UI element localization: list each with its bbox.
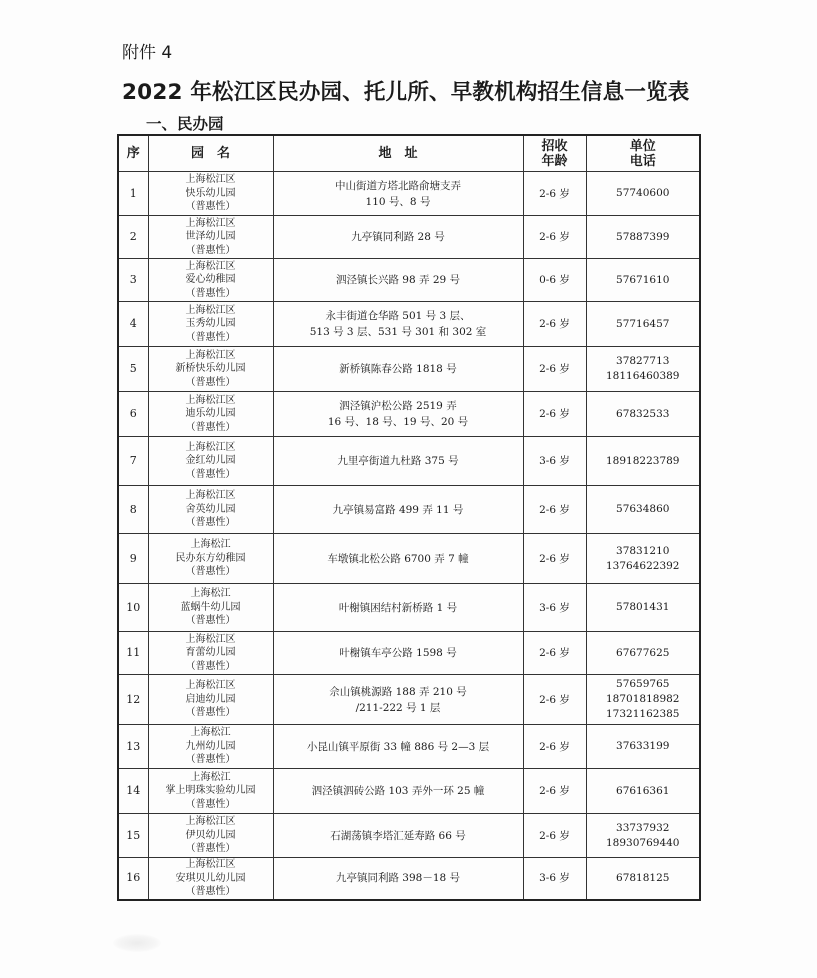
kindergarten-address	[273, 302, 523, 347]
table-row	[118, 216, 700, 259]
row-index: 5	[118, 347, 148, 392]
attachment-label: 附件 4	[122, 43, 173, 63]
table-row	[118, 172, 700, 216]
contact-phone-line: 57671610	[616, 273, 670, 286]
enrollment-age: 3-6 岁	[523, 584, 586, 632]
kindergarten-table	[117, 134, 701, 901]
kindergarten-name	[148, 437, 273, 486]
kindergarten-address	[273, 392, 523, 437]
row-index: 7	[118, 437, 148, 486]
kindergarten-name-line: 上海松江	[190, 539, 231, 551]
kindergarten-name-line: 启迪幼儿园	[185, 693, 236, 705]
kindergarten-address	[273, 584, 523, 632]
kindergarten-address-line: 513 号 3 层、531 号 301 和 302 室	[309, 326, 487, 338]
header-phone	[586, 135, 700, 172]
kindergarten-name-line: （普惠性）	[185, 331, 236, 343]
kindergarten-name-line: （普惠性）	[185, 566, 236, 578]
kindergarten-name	[148, 725, 273, 769]
enrollment-age: 2-6 岁	[523, 216, 586, 259]
kindergarten-address-line: 16 号、18 号、19 号、20 号	[327, 416, 469, 428]
kindergarten-address-line: 110 号、8 号	[365, 195, 431, 208]
kindergarten-address-line: 泗泾镇沪松公路 2519 弄	[339, 400, 457, 412]
kindergarten-name-line: 快乐幼儿园	[185, 187, 236, 199]
kindergarten-address-line: 佘山镇桃源路 188 弄 210 号	[329, 685, 467, 698]
kindergarten-name-line: 育蕾幼儿园	[185, 647, 236, 659]
header-phone-line: 电话	[629, 153, 656, 169]
kindergarten-name-line: 上海松江区	[185, 349, 236, 361]
contact-phone-line: 57887399	[616, 230, 670, 243]
kindergarten-address-line: 叶榭镇车亭公路 1598 号	[339, 647, 457, 659]
kindergarten-name-line: （普惠性）	[185, 798, 236, 810]
kindergarten-name-line: 上海松江	[190, 727, 231, 739]
kindergarten-name-line: 迪乐幼儿园	[185, 408, 236, 420]
contact-phone	[586, 858, 700, 900]
kindergarten-name	[148, 172, 273, 216]
enrollment-age: 2-6 岁	[523, 534, 586, 584]
table-header-row	[118, 135, 700, 172]
contact-phone	[586, 584, 700, 632]
contact-phone	[586, 347, 700, 392]
table-row	[118, 392, 700, 437]
kindergarten-name-line: 掌上明珠实验幼儿园	[165, 785, 256, 797]
kindergarten-address	[273, 172, 523, 216]
kindergarten-name	[148, 302, 273, 347]
kindergarten-address	[273, 534, 523, 584]
kindergarten-name	[148, 392, 273, 437]
enrollment-age: 3-6 岁	[523, 858, 586, 900]
contact-phone	[586, 725, 700, 769]
kindergarten-address-line: 石湖荡镇李塔汇延寿路 66 号	[330, 829, 466, 842]
header-index: 序	[118, 135, 148, 172]
row-index: 4	[118, 302, 148, 347]
kindergarten-address	[273, 725, 523, 769]
contact-phone-line: 18116460389	[606, 370, 680, 382]
enrollment-age: 2-6 岁	[523, 632, 586, 675]
table-row	[118, 725, 700, 769]
table-row	[118, 858, 700, 900]
kindergarten-name-line: 上海松江区	[185, 680, 236, 692]
contact-phone	[586, 392, 700, 437]
kindergarten-address-line: 新桥镇陈春公路 1818 号	[339, 363, 457, 375]
contact-phone	[586, 814, 700, 858]
kindergarten-name	[148, 584, 273, 632]
table-row	[118, 769, 700, 814]
kindergarten-name-line: （普惠性）	[185, 843, 236, 855]
contact-phone-line: 37633199	[616, 740, 670, 752]
row-index: 14	[118, 769, 148, 814]
contact-phone-line: 67832533	[616, 407, 670, 420]
kindergarten-address-line: 叶榭镇困结村新桥路 1 号	[338, 601, 458, 614]
kindergarten-name-line: （普惠性）	[185, 707, 236, 719]
kindergarten-name-line: 上海松江区	[185, 816, 236, 828]
kindergarten-address	[273, 675, 523, 725]
table-row	[118, 534, 700, 584]
kindergarten-name	[148, 632, 273, 675]
enrollment-age: 2-6 岁	[523, 172, 586, 216]
row-index: 16	[118, 858, 148, 900]
kindergarten-name	[148, 675, 273, 725]
row-index: 3	[118, 259, 148, 302]
kindergarten-name-line: 上海松江区	[185, 633, 236, 645]
kindergarten-name-line: 玉秀幼儿园	[185, 318, 236, 330]
kindergarten-name-line: 上海松江区	[185, 174, 236, 186]
kindergarten-address	[273, 259, 523, 302]
contact-phone-line: 37831210	[616, 544, 670, 557]
row-index: 13	[118, 725, 148, 769]
kindergarten-name	[148, 858, 273, 900]
header-age	[523, 135, 586, 172]
row-index: 12	[118, 675, 148, 725]
kindergarten-name	[148, 259, 273, 302]
kindergarten-address-line: 泗泾镇长兴路 98 弄 29 号	[335, 274, 461, 286]
enrollment-age: 2-6 岁	[523, 725, 586, 769]
kindergarten-name-line: （普惠性）	[185, 754, 236, 766]
table-row	[118, 632, 700, 675]
row-index: 1	[118, 172, 148, 216]
kindergarten-name	[148, 347, 273, 392]
contact-phone-line: 57716457	[616, 317, 670, 330]
contact-phone-line: 67616361	[616, 784, 670, 797]
kindergarten-name-line: （普惠性）	[185, 376, 236, 388]
row-index: 11	[118, 632, 148, 675]
contact-phone	[586, 172, 700, 216]
contact-phone-line: 67818125	[616, 871, 670, 884]
table-row	[118, 584, 700, 632]
enrollment-age: 2-6 岁	[523, 302, 586, 347]
kindergarten-name-line: 上海松江	[190, 588, 231, 600]
contact-phone	[586, 216, 700, 259]
kindergarten-name-line: （普惠性）	[185, 287, 236, 299]
kindergarten-name-line: 九州幼儿园	[185, 740, 236, 752]
row-index: 2	[118, 216, 148, 259]
kindergarten-name	[148, 534, 273, 584]
row-index: 9	[118, 534, 148, 584]
contact-phone-line: 18930769440	[606, 836, 680, 849]
header-age-line: 年龄	[541, 153, 568, 169]
kindergarten-address-line: 永丰街道仓华路 501 号 3 层、	[325, 310, 471, 322]
row-index: 15	[118, 814, 148, 858]
kindergarten-name-line: 上海松江	[190, 771, 231, 783]
kindergarten-name-line: 世泽幼儿园	[185, 231, 236, 243]
kindergarten-address-line: 车墩镇北松公路 6700 弄 7 幢	[327, 552, 469, 565]
contact-phone	[586, 486, 700, 534]
enrollment-age: 2-6 岁	[523, 486, 586, 534]
section-heading: 一、民办园	[146, 115, 224, 133]
table-row	[118, 302, 700, 347]
enrollment-age: 2-6 岁	[523, 347, 586, 392]
enrollment-age: 2-6 岁	[523, 392, 586, 437]
kindergarten-name-line: 上海松江区	[185, 217, 236, 229]
header-name: 园 名	[148, 135, 273, 172]
contact-phone-line: 17321162385	[606, 708, 680, 720]
kindergarten-address	[273, 769, 523, 814]
enrollment-age: 3-6 岁	[523, 437, 586, 486]
contact-phone	[586, 534, 700, 584]
document-title: 2022 年松江区民办园、托儿所、早教机构招生信息一览表	[122, 80, 690, 105]
contact-phone-line: 18701818982	[606, 693, 680, 705]
contact-phone-line: 57801431	[616, 601, 670, 613]
contact-phone-line: 57659765	[616, 678, 670, 690]
kindergarten-name-line: （普惠性）	[185, 201, 236, 213]
kindergarten-address	[273, 814, 523, 858]
kindergarten-name-line: 舍英幼儿园	[185, 503, 236, 515]
kindergarten-name-line: （普惠性）	[185, 615, 236, 627]
contact-phone-line: 57740600	[616, 187, 670, 199]
contact-phone	[586, 302, 700, 347]
kindergarten-name-line: （普惠性）	[185, 244, 236, 256]
table-row	[118, 347, 700, 392]
kindergarten-name	[148, 486, 273, 534]
kindergarten-address-line: 中山街道方塔北路俞塘支弄	[335, 179, 461, 192]
contact-phone-line: 33737932	[616, 821, 670, 834]
contact-phone	[586, 675, 700, 725]
contact-phone	[586, 259, 700, 302]
enrollment-age: 2-6 岁	[523, 769, 586, 814]
contact-phone	[586, 769, 700, 814]
kindergarten-address-line: /211-222 号 1 层	[355, 701, 441, 714]
kindergarten-name-line: 上海松江区	[185, 441, 236, 453]
kindergarten-address	[273, 437, 523, 486]
kindergarten-address-line: 九亭镇易富路 499 弄 11 号	[332, 503, 464, 516]
header-age-line: 招收	[541, 138, 568, 154]
kindergarten-name-line: 上海松江区	[185, 260, 236, 272]
scan-smudge	[113, 934, 161, 952]
enrollment-age: 0-6 岁	[523, 259, 586, 302]
kindergarten-name-line: 安琪贝儿幼儿园	[175, 872, 246, 884]
kindergarten-name-line: （普惠性）	[185, 421, 236, 433]
kindergarten-name-line: 爱心幼稚园	[185, 274, 236, 286]
kindergarten-name-line: 上海松江区	[185, 490, 236, 502]
kindergarten-name	[148, 769, 273, 814]
kindergarten-address	[273, 858, 523, 900]
kindergarten-address-line: 九里亭街道九杜路 375 号	[337, 455, 459, 467]
row-index: 6	[118, 392, 148, 437]
header-phone-line: 单位	[629, 138, 656, 154]
kindergarten-name	[148, 814, 273, 858]
table-body	[118, 172, 700, 900]
header-address: 地 址	[273, 135, 523, 172]
kindergarten-name-line: （普惠性）	[185, 660, 236, 672]
contact-phone	[586, 632, 700, 675]
kindergarten-address	[273, 216, 523, 259]
kindergarten-address-line: 泗泾镇泗砖公路 103 弄外一环 25 幢	[311, 785, 485, 797]
table-row	[118, 437, 700, 486]
kindergarten-address-line: 小昆山镇平原街 33 幢 886 号 2—3 层	[306, 740, 490, 753]
kindergarten-name-line: 伊贝幼儿园	[185, 829, 236, 841]
row-index: 8	[118, 486, 148, 534]
kindergarten-address-line: 九亭镇同利路 28 号	[351, 231, 445, 243]
kindergarten-name-line: （普惠性）	[185, 886, 236, 897]
table-row	[118, 675, 700, 725]
table-row	[118, 814, 700, 858]
table-row	[118, 486, 700, 534]
contact-phone-line: 37827713	[616, 355, 670, 367]
contact-phone-line: 67677625	[616, 646, 670, 659]
contact-phone	[586, 437, 700, 486]
kindergarten-address	[273, 632, 523, 675]
kindergarten-name-line: （普惠性）	[185, 468, 236, 480]
kindergarten-address	[273, 347, 523, 392]
kindergarten-name-line: 蓝蜗牛幼儿园	[180, 601, 241, 613]
kindergarten-name-line: 新桥快乐幼儿园	[175, 363, 246, 375]
kindergarten-name-line: 上海松江区	[185, 394, 236, 406]
contact-phone-line: 18918223789	[606, 454, 680, 467]
kindergarten-address	[273, 486, 523, 534]
kindergarten-address-line: 九亭镇同利路 398－18 号	[335, 872, 461, 885]
kindergarten-name-line: 民办东方幼稚园	[175, 552, 246, 564]
kindergarten-name-line: 上海松江区	[185, 859, 236, 870]
table-row	[118, 259, 700, 302]
kindergarten-name-line: （普惠性）	[185, 517, 236, 529]
kindergarten-name-line: 上海松江区	[185, 304, 236, 316]
enrollment-age: 2-6 岁	[523, 675, 586, 725]
kindergarten-name-line: 金红幼儿园	[185, 455, 236, 467]
kindergarten-name	[148, 216, 273, 259]
contact-phone-line: 13764622392	[606, 559, 680, 572]
row-index: 10	[118, 584, 148, 632]
contact-phone-line: 57634860	[616, 503, 670, 515]
enrollment-age: 2-6 岁	[523, 814, 586, 858]
